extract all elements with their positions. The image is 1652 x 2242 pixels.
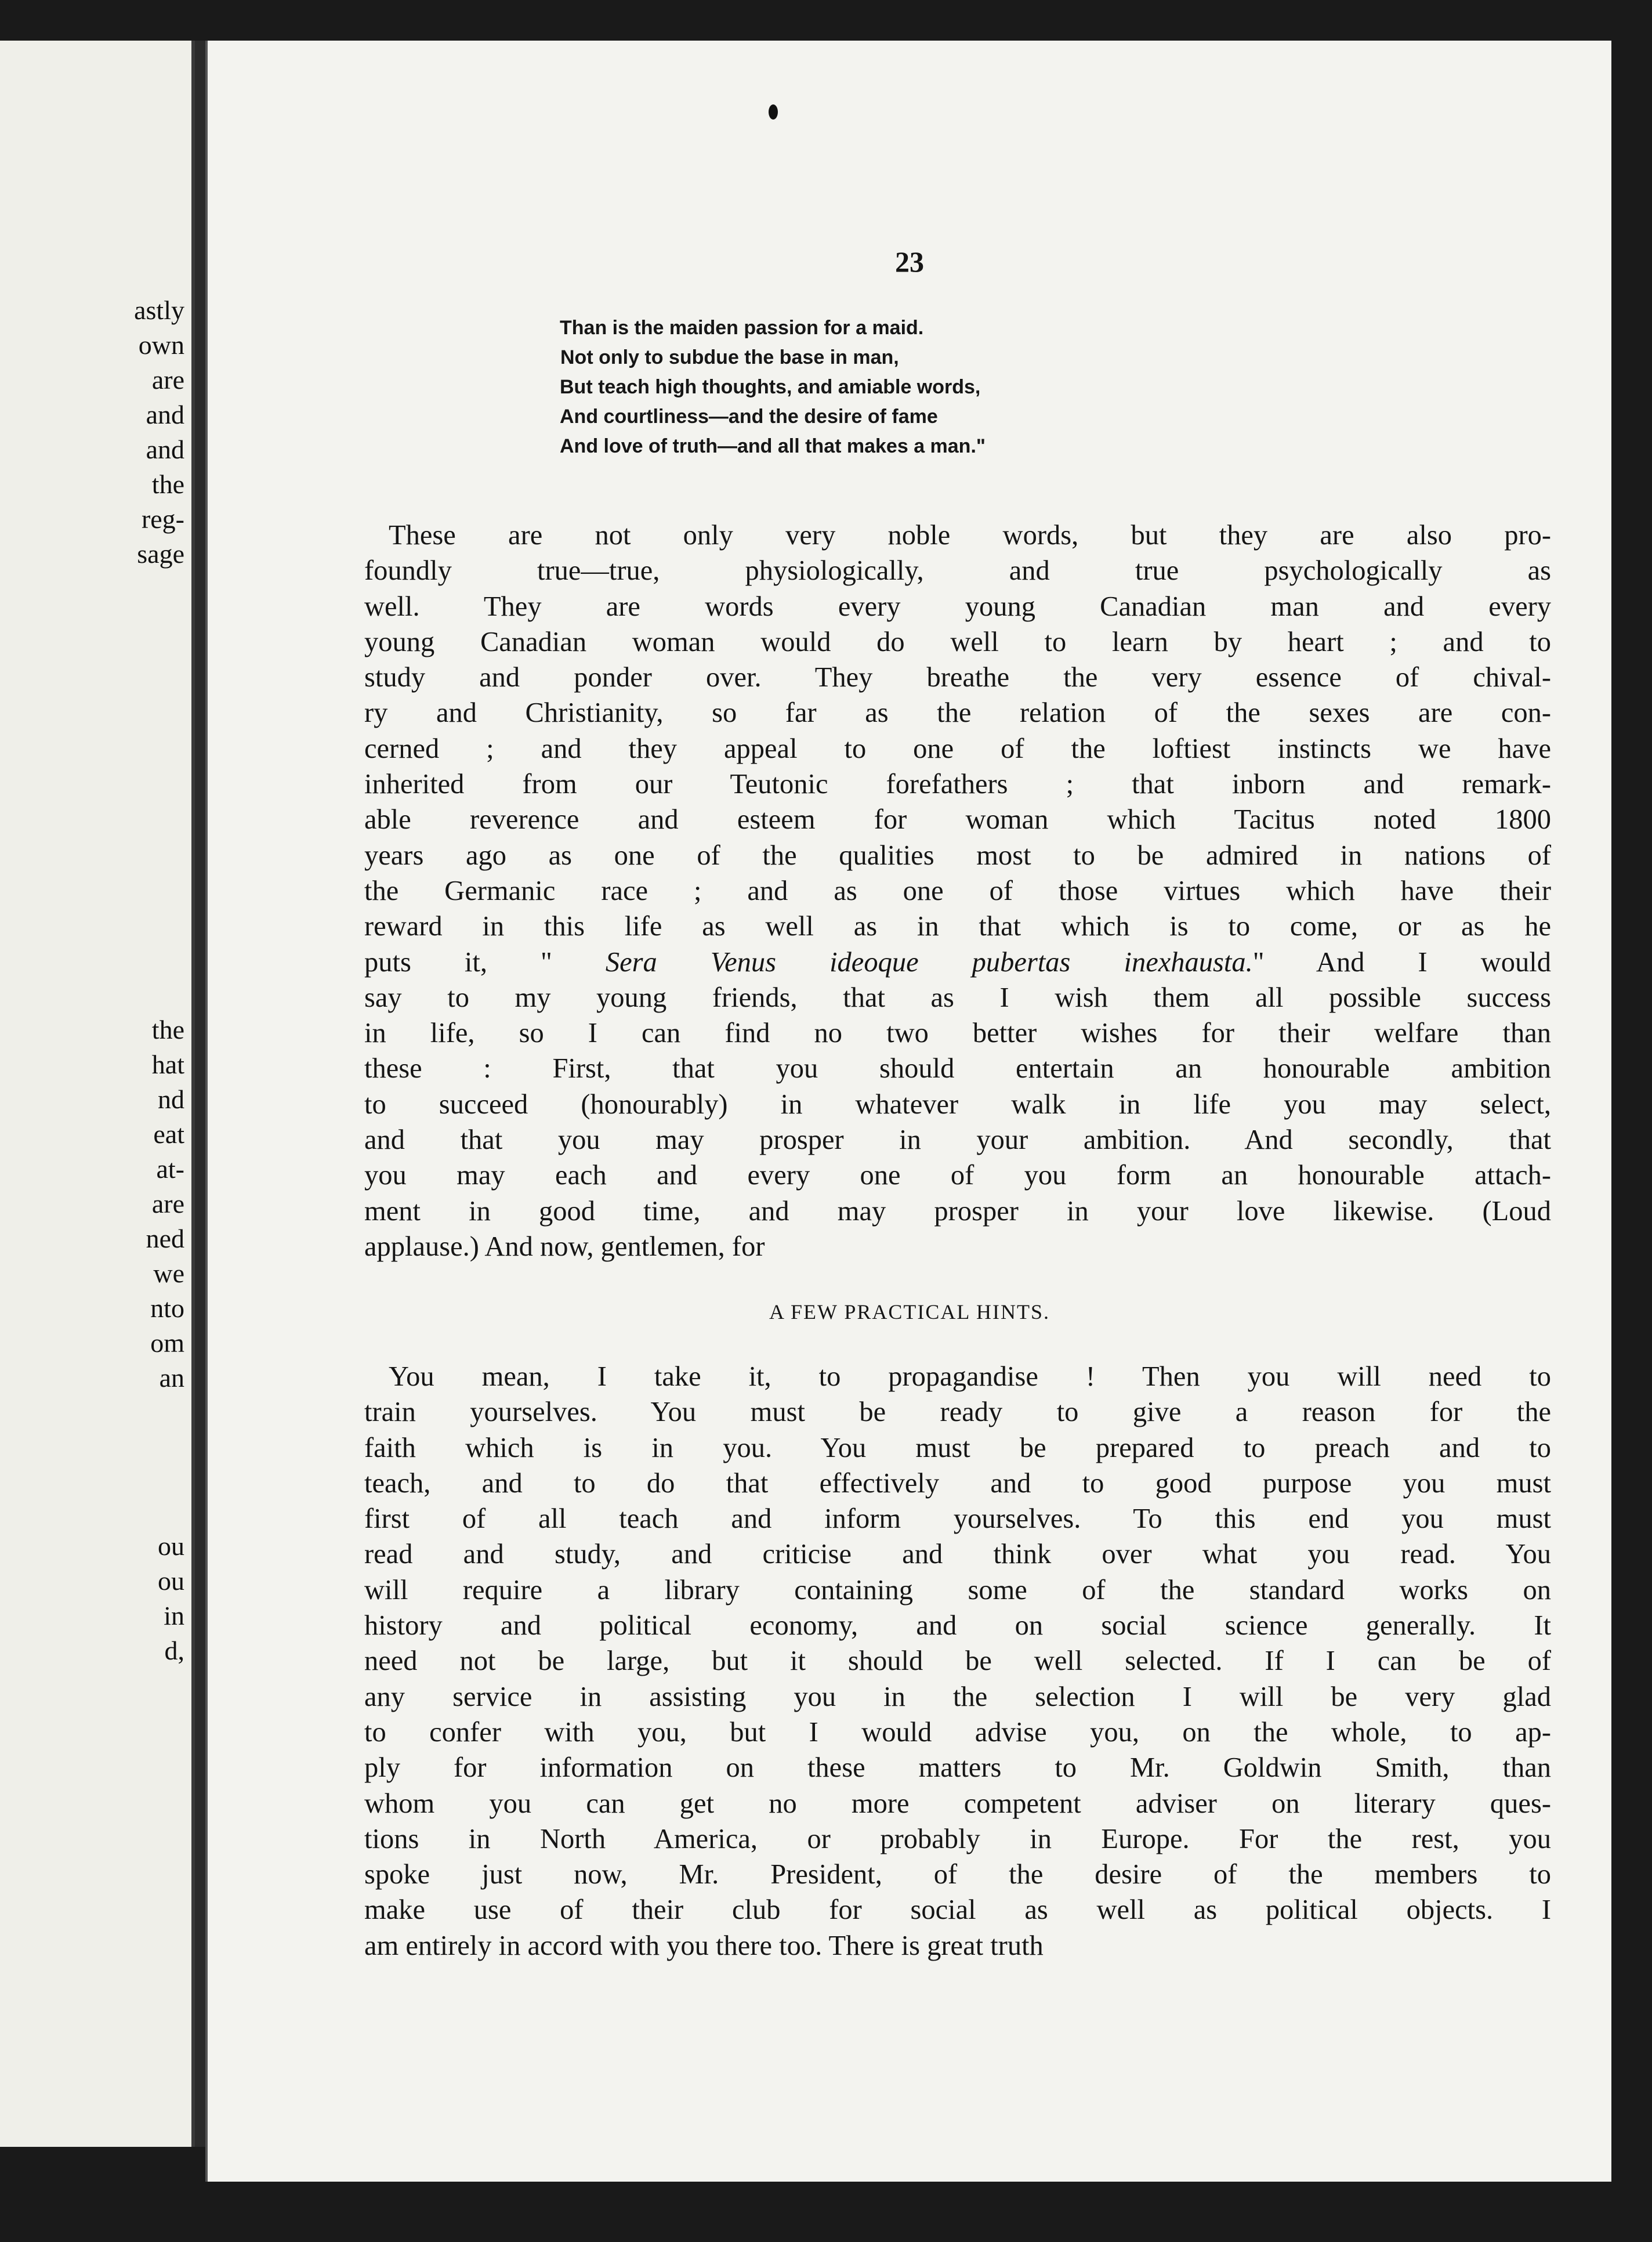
verse-quotation [560,313,986,461]
text-line: inherited from our Teutonic forefathers ; that inborn and remark- [364,769,1551,800]
text-line: need not be large, but it should be well selected. If I can be of [364,1646,1551,1677]
text-line: study and ponder over. They breathe the very essence of chival- [364,662,1551,693]
facing-page-text-fragment: at- [156,1154,184,1184]
verse-line: Not only to subdue the base in man, [560,346,899,368]
book-page [205,41,1611,2182]
facing-page-text-fragment: om [150,1328,184,1358]
text-line: train yourselves. You must be ready to give a reason for the [364,1397,1551,1428]
facing-page-text-fragment: nd [158,1084,184,1114]
text-line: you may each and every one of you form an honourable attach- [364,1160,1551,1191]
facing-page-edge [0,41,195,2147]
text-line: cerned ; and they appeal to one of the loftiest instincts we have [364,733,1551,764]
facing-page-text-fragment: reg- [141,504,184,534]
text-line: applause.) And now, gentlemen, for [364,1231,765,1262]
text-line: ry and Christianity, so far as the relation of the sexes are con- [364,697,1551,729]
text-line: in life, so I can find no two better wishes for their welfare than [364,1018,1551,1049]
text-line: to succeed (honourably) in whatever walk in life you may select, [364,1089,1551,1120]
facing-page-text-fragment: astly [134,295,184,325]
section-heading: A FEW PRACTICAL HINTS. [769,1300,1050,1323]
paragraph-1 [364,518,1551,1264]
facing-page-text-fragment: hat [151,1050,184,1079]
facing-page-text-fragment: we [153,1259,184,1288]
facing-page-text-fragment: d, [164,1636,184,1665]
text-line: whom you can get no more competent adviser on literary ques- [364,1788,1551,1819]
text-line: and that you may prosper in your ambition. And secondly, that [364,1124,1551,1156]
text-line: years ago as one of the qualities most to be admired in nations of [364,840,1551,871]
text-line: able reverence and esteem for woman which Tacitus noted 1800 [364,804,1551,836]
facing-page-text-fragment: ou [158,1531,184,1561]
facing-page-text-fragment: and [146,400,184,429]
text-line: read and study, and criticise and think over what you read. You [364,1539,1551,1570]
text-line: history and political economy, and on social science generally. It [364,1610,1551,1641]
verse-line: But teach high thoughts, and amiable words, [560,376,981,398]
text-line: puts it, " Sera Venus ideoque pubertas inexhausta." And I would [364,946,1551,978]
facing-page-text-fragment: are [151,365,184,395]
verse-line: And courtliness—and the desire of fame [560,406,938,428]
text-line: the Germanic race ; and as one of those virtues which have their [364,875,1551,906]
verse-line: Than is the maiden passion for a maid. [560,317,924,339]
text-line: You mean, I take it, to propagandise ! Then you will need to [389,1361,1551,1392]
text-line: make use of their club for social as well as political objects. I [364,1894,1551,1926]
facing-page-text-fragment: ned [146,1224,184,1253]
text-line: to confer with you, but I would advise you, on the whole, to ap- [364,1716,1551,1748]
text-line: teach, and to do that effectively and to good purpose you must [364,1467,1551,1499]
text-line: These are not only very noble words, but they are also pro- [389,520,1551,551]
facing-page-text-fragment: an [159,1363,184,1393]
text-line: reward in this life as well as in that which is to come, or as he [364,911,1551,942]
text-line: am entirely in accord with you there too. There is great truth [364,1930,1044,1961]
facing-page-text-fragment: sage [137,539,184,569]
latin-quotation: Sera Venus ideoque pubertas inexhausta. [605,946,1253,978]
facing-page-text-fragment: the [151,1015,184,1044]
text-line: these : First, that you should entertain an honourable ambition [364,1053,1551,1084]
facing-page-text-fragment: are [151,1189,184,1218]
text-line: tions in North America, or probably in Europe. For the rest, you [364,1823,1551,1854]
text-line: foundly true—true, physiologically, and true psychologically as [364,555,1551,587]
paragraph-2 [364,1359,1551,1963]
text-line: any service in assisting you in the selection I will be very glad [364,1681,1551,1712]
text-line: say to my young friends, that as I wish them all possible success [364,982,1551,1013]
text-line: spoke just now, Mr. President, of the desire of the members to [364,1859,1551,1890]
facing-page-text-fragment: eat [153,1119,184,1149]
facing-page-text-fragment: nto [150,1293,184,1323]
text-line: young Canadian woman would do well to learn by heart ; and to [364,626,1551,657]
text-line: faith which is in you. You must be prepared to preach and to [364,1432,1551,1463]
facing-page-text-fragment: the [151,469,184,499]
text-line: ment in good time, and may prosper in your love likewise. (Loud [364,1195,1551,1227]
book-gutter [195,41,205,2147]
text-line: will require a library containing some of the standard works on [364,1574,1551,1605]
facing-page-text-fragment: own [138,330,184,360]
verse-line: And love of truth—and all that makes a man." [560,435,986,457]
facing-page-text-fragment: in [164,1601,184,1630]
text-line: well. They are words every young Canadian man and every [364,591,1551,622]
page-number: 23 [895,245,924,278]
text-line: ply for information on these matters to Mr. Goldwin Smith, than [364,1752,1551,1784]
text-line: first of all teach and inform yourselves. To this end you must [364,1503,1551,1535]
facing-page-text-fragment: and [146,435,184,464]
facing-page-text-fragment: ou [158,1566,184,1596]
ink-speck [769,104,778,120]
